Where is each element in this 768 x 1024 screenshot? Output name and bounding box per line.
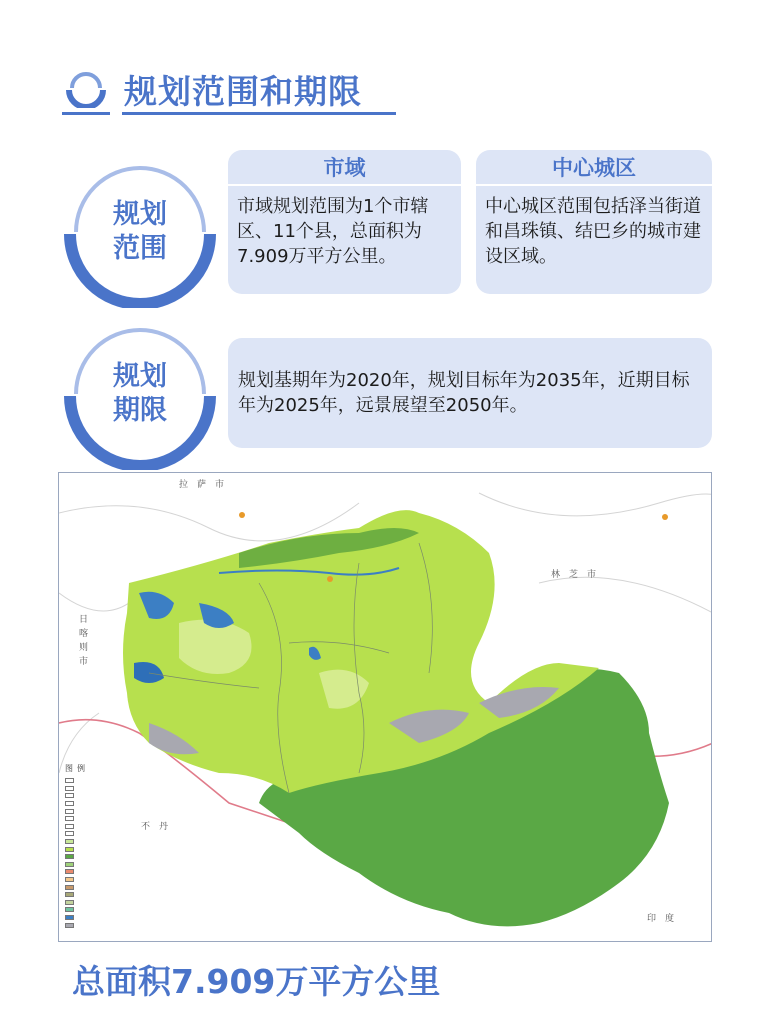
- legend-item: [65, 906, 155, 914]
- legend-item: [65, 899, 155, 907]
- section-header: [62, 62, 396, 118]
- period-card-text: 规划基期年为2020年，规划目标年为2035年，近期目标年为2025年，远景展望至2050年。: [238, 370, 690, 416]
- map-label-shigatse: 日 喀 则 市: [79, 615, 89, 667]
- legend-item: [65, 876, 155, 884]
- legend-swatch: [65, 839, 74, 844]
- legend-item: [65, 838, 155, 846]
- legend-swatch: [65, 923, 74, 928]
- legend-item: [65, 868, 155, 876]
- legend-title: 图例: [65, 764, 89, 773]
- center-card-title: 中心城区: [476, 150, 712, 186]
- legend-swatch: [65, 831, 74, 836]
- title-underline-short: [62, 112, 110, 115]
- legend-item: [65, 777, 155, 785]
- page-title: 规划范围和期限: [124, 72, 362, 111]
- legend-swatch: [65, 793, 74, 798]
- scope-badge: [64, 156, 216, 308]
- city-card-title: 市域: [228, 150, 461, 186]
- legend-swatch: [65, 786, 74, 791]
- ring-icon: [66, 68, 106, 108]
- legend-swatch: [65, 892, 74, 897]
- map-label-lhasa: 拉 萨 市: [179, 480, 225, 490]
- map-graphic: [59, 473, 712, 942]
- map-label-india: 印 度: [647, 914, 675, 924]
- legend-item: [65, 853, 155, 861]
- legend-swatch: [65, 869, 74, 874]
- legend-swatch: [65, 877, 74, 882]
- period-badge: [64, 318, 216, 470]
- scope-badge-line2: 范围: [113, 233, 167, 264]
- map-legend: [65, 763, 155, 929]
- legend-swatch: [65, 778, 74, 783]
- total-area: 总面积7.909万平方公里: [72, 962, 441, 1001]
- city-card-text: 市域规划范围为1个市辖区、11个县，总面积为7.909万平方公里。: [237, 196, 429, 267]
- map-label-nyingchi: 林 芝 市: [551, 570, 597, 580]
- legend-item: [65, 815, 155, 823]
- legend-item: [65, 807, 155, 815]
- legend-item: [65, 883, 155, 891]
- legend-swatch: [65, 816, 74, 821]
- legend-swatch: [65, 809, 74, 814]
- legend-item: [65, 861, 155, 869]
- legend-swatch: [65, 885, 74, 890]
- legend-swatch: [65, 862, 74, 867]
- legend-swatch: [65, 900, 74, 905]
- legend-swatch: [65, 801, 74, 806]
- legend-swatch: [65, 824, 74, 829]
- legend-item: [65, 921, 155, 929]
- period-badge-line1: 规划: [113, 361, 167, 392]
- scope-badge-line1: 规划: [113, 199, 167, 230]
- legend-swatch: [65, 854, 74, 859]
- legend-item: [65, 845, 155, 853]
- legend-swatch: [65, 915, 74, 920]
- legend-swatch: [65, 907, 74, 912]
- legend-swatch: [65, 847, 74, 852]
- legend-item: [65, 792, 155, 800]
- legend-item: [65, 830, 155, 838]
- legend-item: [65, 823, 155, 831]
- title-underline-long: [122, 112, 396, 115]
- center-city-card: [476, 150, 712, 294]
- center-card-text: 中心城区范围包括泽当街道和昌珠镇、结巴乡的城市建设区域。: [485, 196, 701, 267]
- legend-item: [65, 914, 155, 922]
- legend-item: [65, 785, 155, 793]
- period-badge-line2: 期限: [113, 395, 167, 426]
- city-scope-card: [228, 150, 461, 294]
- planning-map: [58, 472, 712, 942]
- period-card: [228, 338, 712, 448]
- map-label-bhutan: 不 丹: [141, 822, 169, 832]
- legend-item: [65, 800, 155, 808]
- legend-item: [65, 891, 155, 899]
